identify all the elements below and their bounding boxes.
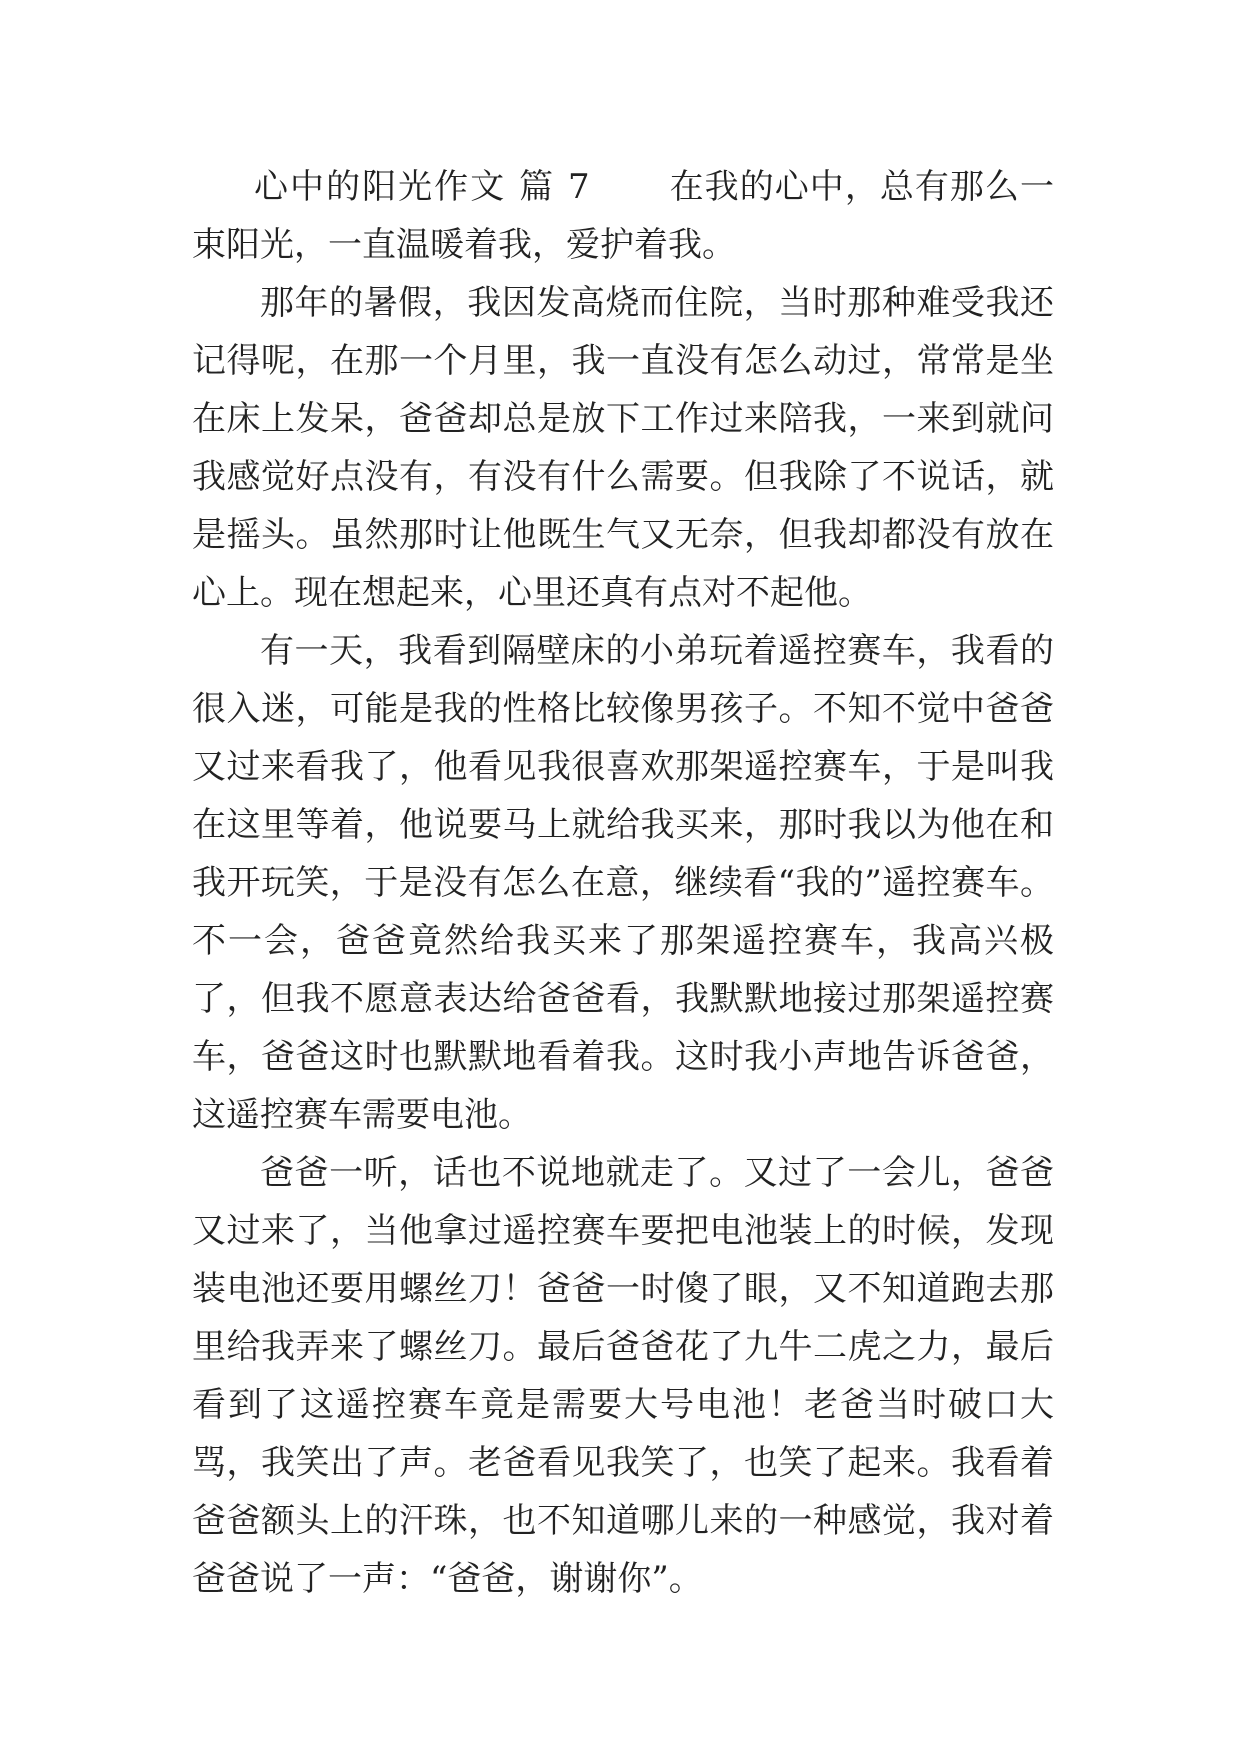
paragraph-4: 爸爸一听，话也不说地就走了。又过了一会儿，爸爸又过来了，当他拿过遥控赛车要把电池装上的时候，发现装电池还要用螺丝刀！爸爸一时傻了眼，又不知道跑去那里给我弄来了螺丝刀。最后爸爸花了九牛二虎之力，最后看到了这遥控赛车竟是需要大号电池！老爸当时破口大骂，我笑出了声。老爸看见我笑了，也笑了起来。我看着爸爸额头上的汗珠，也不知道哪儿来的一种感觉，我对着爸爸说了一声：“爸爸，谢谢你”。	[192, 1153, 1054, 1599]
paragraph-3: 有一天，我看到隔壁床的小弟玩着遥控赛车，我看的很入迷，可能是我的性格比较像男孩子。不知不觉中爸爸又过来看我了，他看见我很喜欢那架遥控赛车，于是叫我在这里等着，他说要马上就给我买来，那时我以为他在和我开玩笑，于是没有怎么在意，继续看“我的”遥控赛车。不一会，爸爸竟然给我买来了那架遥控赛车，我高兴极了，但我不愿意表达给爸爸看，我默默地接过那架遥控赛车，爸爸这时也默默地看着我。这时我小声地告诉爸爸，这遥控赛车需要电池。	[192, 631, 1054, 1135]
essay-body	[192, 158, 1054, 1608]
essay-heading-paragraph	[192, 158, 1054, 274]
paragraph-1: 在我的心中，总有那么一束阳光，一直温暖着我，爱护着我。	[192, 167, 1055, 265]
essay-title: 心中的阳光作文 篇 7	[254, 167, 591, 207]
paragraph-2: 那年的暑假，我因发高烧而住院，当时那种难受我还记得呢，在那一个月里，我一直没有怎么动过，常常是坐在床上发呆，爸爸却总是放下工作过来陪我，一来到就问我感觉好点没有，有没有什么需要。但我除了不说话，就是摇头。虽然那时让他既生气又无奈，但我却都没有放在心上。现在想起来，心里还真有点对不起他。	[192, 283, 1054, 613]
